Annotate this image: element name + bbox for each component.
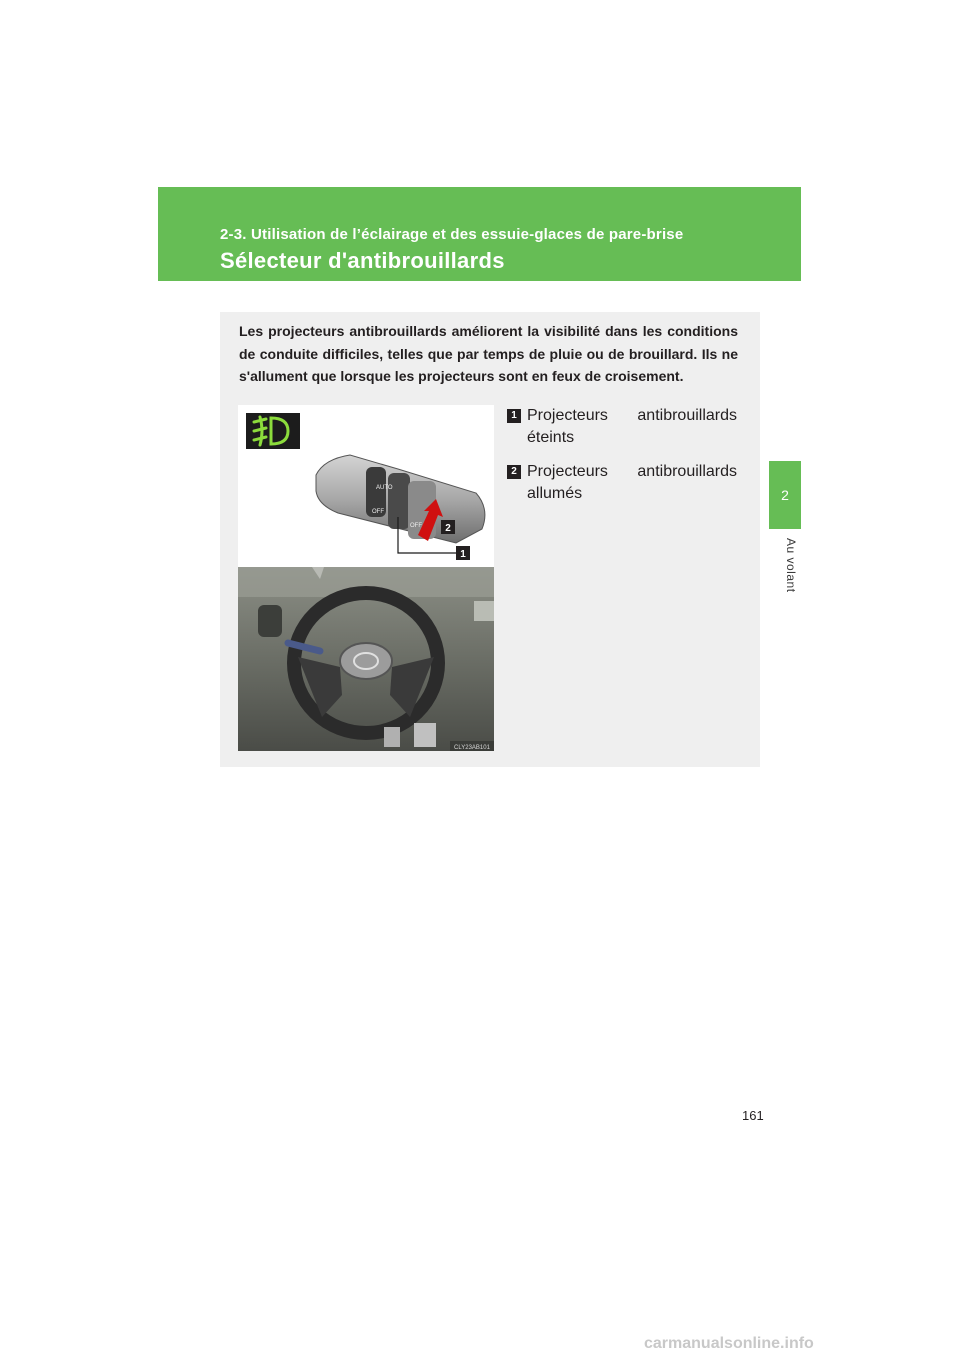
legend-number-badge: 2 <box>507 465 521 479</box>
legend-line <box>527 461 737 483</box>
legend-line <box>527 405 737 427</box>
content-box <box>220 312 760 767</box>
legend-number-badge: 1 <box>507 409 521 423</box>
chapter-tab-number: 2 <box>781 487 789 503</box>
switch-label-off-2: OFF <box>410 523 422 529</box>
legend-word: Projecteurs <box>527 463 608 480</box>
legend-item <box>507 405 737 449</box>
intro-paragraph: Les projecteurs antibrouillards améliorent la visibilité dans les conditions de conduite difficiles, telles que par temps de pluie ou de brouillard. Ils ne s'allument que lorsque les projecteurs sont en feux de croisement. <box>239 323 738 384</box>
legend-state: éteints <box>527 429 575 446</box>
page-number: 161 <box>742 1108 764 1123</box>
legend-word: antibrouillards <box>637 407 737 424</box>
svg-text:1: 1 <box>460 549 466 560</box>
front-fog-light-indicator-icon <box>246 413 300 449</box>
callout-badge-2 <box>441 520 455 534</box>
page-title: Sélecteur d'antibrouillards <box>220 248 505 273</box>
fog-light-switch-illustration <box>238 405 494 751</box>
illustration-code: CLY23AB101 <box>454 745 490 751</box>
callout-badge-1 <box>456 546 470 560</box>
dashboard-photo <box>238 567 494 751</box>
legend-word: Projecteurs <box>527 407 608 424</box>
section-title: 2-3. Utilisation de l’éclairage et des essuie-glaces de pare-brise <box>220 226 684 243</box>
header-band <box>158 187 801 281</box>
light-switch-stalk <box>316 455 485 543</box>
switch-label-auto: AUTO <box>376 485 393 491</box>
illustration-svg <box>238 405 494 751</box>
legend-item <box>507 461 737 505</box>
watermark: carmanualsonline.info <box>644 1335 814 1352</box>
svg-text:2: 2 <box>445 523 451 534</box>
chapter-tab-label: Au volant <box>784 538 798 593</box>
legend-word: antibrouillards <box>637 463 737 480</box>
legend-list <box>507 405 737 517</box>
legend-state: allumés <box>527 485 583 502</box>
switch-label-off-1: OFF <box>372 509 384 515</box>
chapter-tab[interactable] <box>769 461 801 529</box>
